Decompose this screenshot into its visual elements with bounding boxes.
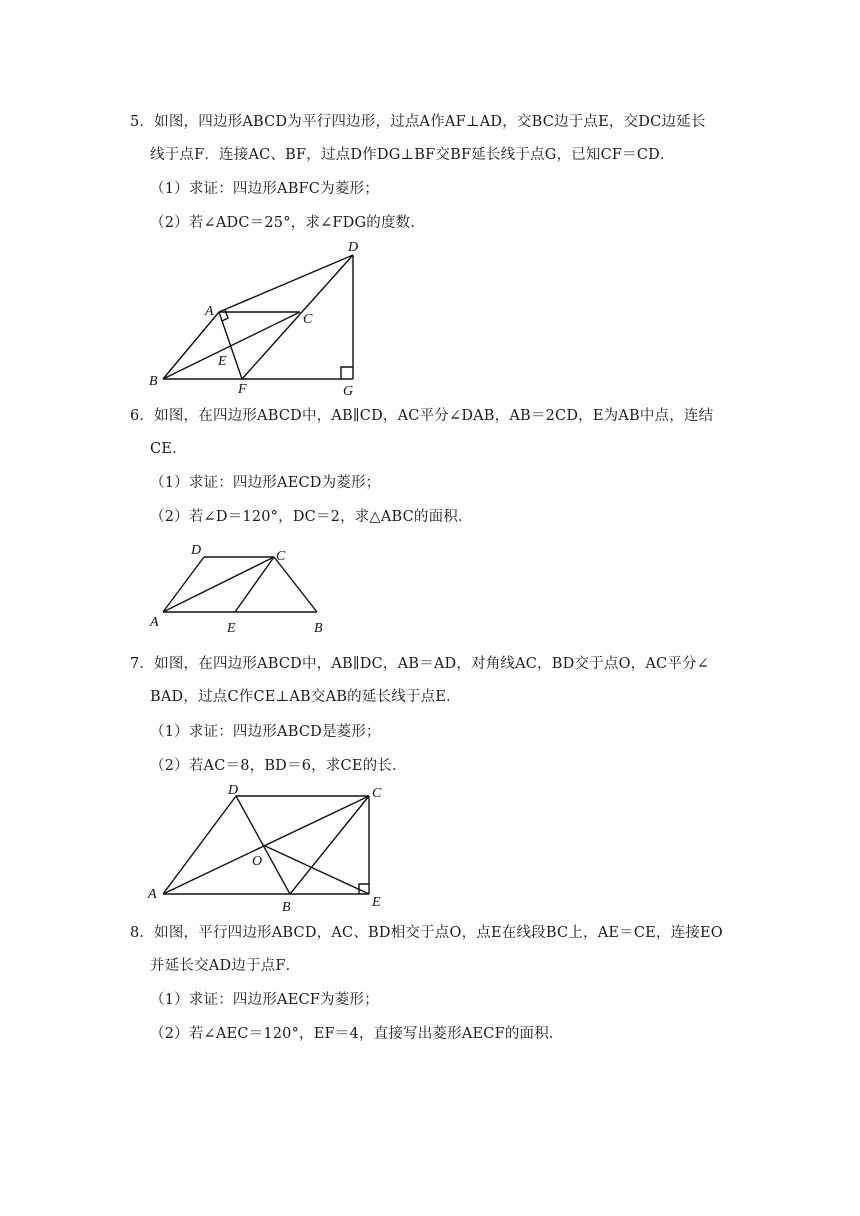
label-c: C [276,549,286,564]
problem-5-question-2: （2）若∠ADC＝25°，求∠FDG的度数． [150,215,426,231]
segment-ad [163,796,236,894]
label-d: D [191,543,202,558]
problem-5-stem-line-2: 线于点F．连接AC、BF，过点D作DG⊥BF交BF延长线于点G，已知CF＝CD． [150,147,675,163]
problem-6-stem-line-1: 6．如图，在四边形ABCD中，AB∥CD，AC平分∠DAB，AB＝2CD，E为AB中点，连结 [130,408,714,424]
problem-5-figure [145,238,375,398]
problem-6-stem-line-2: CE． [150,441,187,457]
problem-8-question-2: （2）若∠AEC＝120°，EF＝4，直接写出菱形AECF的面积． [150,1026,564,1042]
segment-cb [274,557,317,612]
problem-6-figure [145,540,345,640]
segment-ad [163,557,204,612]
label-a: A [150,615,159,630]
label-b: B [282,900,291,915]
problem-8-stem-line-1: 8．如图，平行四边形ABCD，AC、BD相交于点O，点E在线段BC上，AE＝CE，连接EO [130,925,723,941]
segment-oe [263,845,369,894]
label-a: A [148,887,157,902]
label-e: E [372,895,381,910]
problem-6-question-1: （1）求证：四边形AECD为菱形； [150,475,381,491]
segment-bc [163,312,300,379]
segment-ac [163,557,274,612]
problem-5-stem-line-1: 5．如图，四边形ABCD为平行四边形，过点A作AF⊥AD，交BC边于点E，交DC边延长 [130,114,706,130]
problem-7-stem-line-1: 7．如图，在四边形ABCD中，AB∥DC，AB＝AD，对角线AC，BD交于点O，AC平分∠ [130,656,710,672]
label-c: C [303,312,313,327]
label-e: E [227,621,236,636]
label-c: C [372,786,382,801]
segment-fd [242,255,353,379]
segment-ad [219,255,353,312]
label-g: G [343,384,354,398]
right-angle-mark-g [341,367,353,379]
label-o: O [252,854,263,869]
segment-ab [163,312,219,379]
label-e: E [218,354,227,369]
segment-bc [290,796,369,894]
problem-7-question-2: （2）若AC＝8，BD＝6，求CE的长． [150,758,407,774]
problem-8-stem-line-2: 并延长交AD边于点F． [150,958,301,974]
problem-7-question-1: （1）求证：四边形ABCD是菱形； [150,724,381,740]
label-b: B [314,621,323,636]
label-a: A [205,304,214,319]
label-d: D [228,783,239,798]
problem-5-question-1: （1）求证：四边形ABFC为菱形； [150,181,379,197]
segment-ec [235,557,274,612]
problem-7-stem-line-2: BAD，过点C作CE⊥AB交AB的延长线于点E． [150,689,461,705]
problem-8-question-1: （1）求证：四边形AECF为菱形； [150,992,379,1008]
label-d: D [348,240,359,255]
problem-7-figure [143,780,393,915]
right-angle-mark-e [359,884,369,894]
label-b: B [149,374,158,389]
label-f: F [238,382,247,397]
problem-6-question-2: （2）若∠D＝120°，DC＝2，求△ABC的面积． [150,509,473,525]
